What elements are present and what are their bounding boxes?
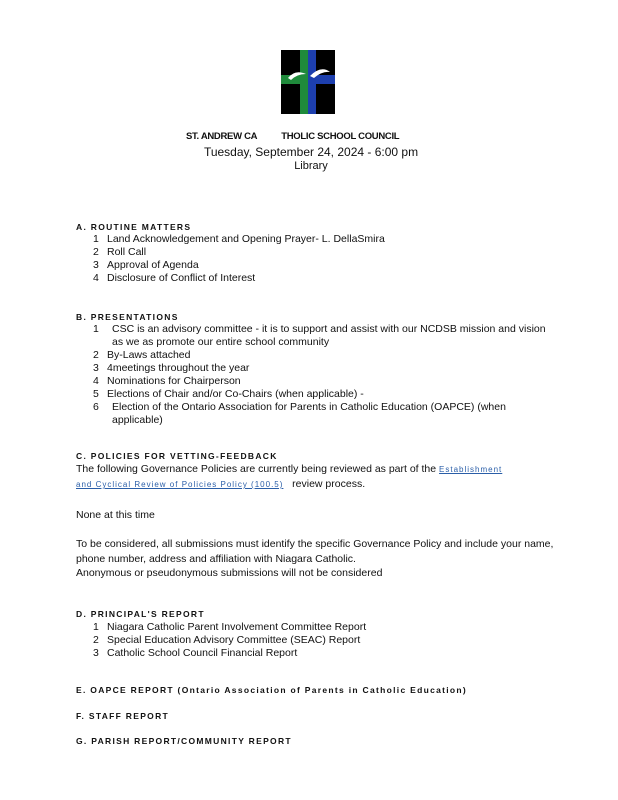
policy-link-continued[interactable]: and Cyclical Review of Policies Policy (100.5)	[76, 480, 284, 489]
list-item: 3 4meetings throughout the year	[93, 362, 250, 374]
policy-intro-text: The following Governance Policies are currently being reviewed as part of the Establishment	[76, 463, 503, 475]
list-item: 2 Special Education Advisory Committee (SEAC) Report	[93, 634, 361, 646]
section-c-heading: C. POLICIES FOR VETTING-FEEDBACK	[76, 451, 278, 461]
list-item: 1	[93, 323, 99, 335]
school-council-title: ST. ANDREW CA THOLIC SCHOOL COUNCIL	[186, 131, 400, 142]
meeting-location: Library	[294, 160, 328, 172]
section-d-heading: D. PRINCIPAL'S REPORT	[76, 609, 205, 619]
list-item: 4 Disclosure of Conflict of Interest	[93, 272, 256, 284]
list-item-text: CSC is an advisory committee - it is to support and assist with our NCDSB mission and vision as we as promote our entire school community	[112, 323, 546, 348]
anonymous-note: Anonymous or pseudonymous submissions will not be considered	[76, 567, 383, 579]
submission-requirements: To be considered, all submissions must identify the specific Governance Policy and include your name, phone number, address and affiliation with Niagara Catholic.	[76, 538, 554, 565]
list-item: 1 Niagara Catholic Parent Involvement Committee Report	[93, 621, 367, 633]
policy-link[interactable]: Establishment	[439, 465, 503, 474]
list-item: 5 Elections of Chair and/or Co-Chairs (when applicable) -	[93, 388, 364, 400]
list-item: 3 Approval of Agenda	[93, 259, 199, 271]
list-item: 1 Land Acknowledgement and Opening Prayer- L. DellaSmira	[93, 233, 385, 245]
section-g-heading: G. PARISH REPORT/COMMUNITY REPORT	[76, 736, 292, 746]
meeting-date: Tuesday, September 24, 2024 - 6:00 pm	[203, 145, 419, 159]
section-b-heading: B. PRESENTATIONS	[76, 312, 179, 322]
list-item: 2 By-Laws attached	[93, 349, 191, 361]
section-f-heading: F. STAFF REPORT	[76, 711, 170, 721]
none-at-this-time: None at this time	[76, 509, 155, 521]
list-item: 3 Catholic School Council Financial Report	[93, 647, 298, 659]
list-item-text: Election of the Ontario Association for Parents in Catholic Education (OAPCE) (when applicable)	[112, 401, 506, 426]
school-cross-logo-icon	[281, 50, 335, 114]
list-item: 2 Roll Call	[93, 246, 147, 258]
policy-link-line: and Cyclical Review of Policies Policy (100.5) review process.	[76, 478, 366, 490]
section-e-heading: E. OAPCE REPORT (Ontario Association of Parents in Catholic Education)	[76, 685, 468, 695]
list-item: 6	[93, 401, 99, 413]
section-a-heading: A. ROUTINE MATTERS	[76, 222, 192, 232]
list-item: 4 Nominations for Chairperson	[93, 375, 241, 387]
